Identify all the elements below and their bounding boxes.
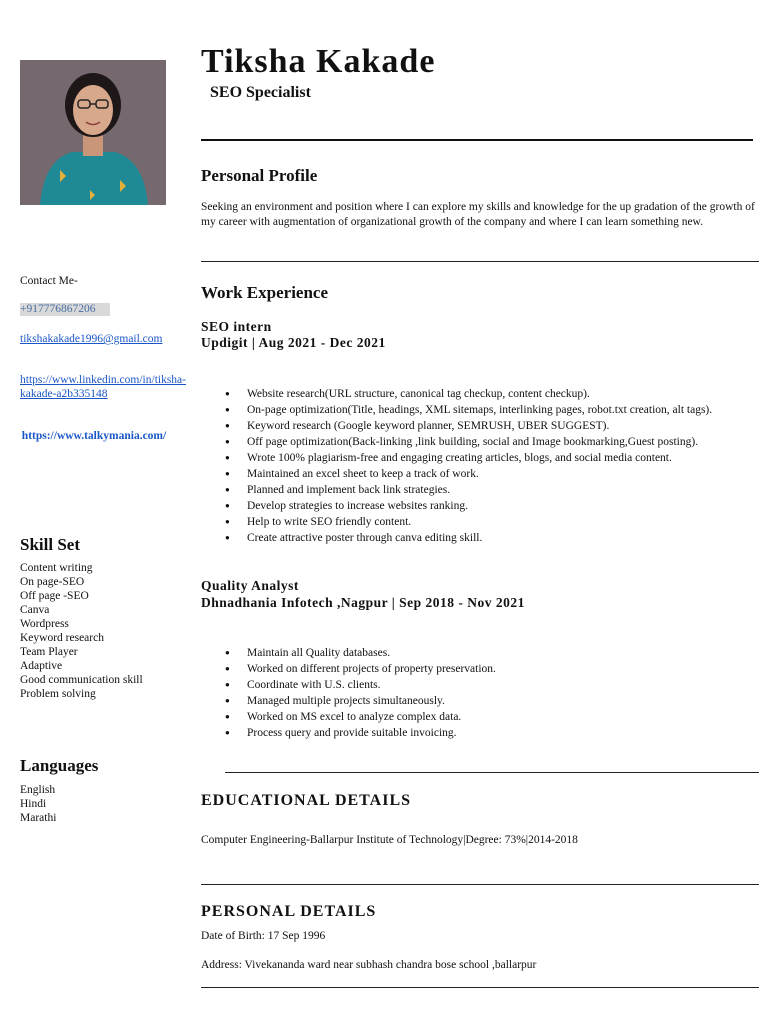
education-line: Computer Engineering-Ballarpur Institute of Technology|Degree: 73%|2014-2018: [201, 834, 578, 846]
skill-item: Good communication skill: [20, 674, 143, 686]
phone-number[interactable]: +917776867206: [20, 303, 110, 316]
address: Address: Vivekananda ward near subhash chandra bose school ,ballarpur: [201, 959, 537, 971]
list-item: ● Off page optimization(Back-linking ,link building, social and Image bookmarking,Guest posting).: [225, 434, 765, 450]
job-role: Quality Analyst: [201, 578, 299, 593]
list-item: ● Planned and implement back link strategies.: [225, 482, 765, 498]
job-company: Updigit | Aug 2021 - Dec 2021: [201, 335, 386, 350]
candidate-name: Tiksha Kakade: [201, 43, 436, 80]
website-link[interactable]: https://www.talkymania.com/: [21, 430, 167, 442]
list-item: ● Worked on different projects of property preservation.: [225, 661, 765, 677]
linkedin-link[interactable]: https://www.linkedin.com/in/tiksha-kakade-a2b335148: [20, 374, 186, 400]
skill-item: Adaptive: [20, 660, 63, 672]
list-item: ● Worked on MS excel to analyze complex data.: [225, 709, 765, 725]
profile-text: Seeking an environment and position where I can explore my skills and knowledge for the up gradation of the growth of my career with augmentation of organizational growth of the company and where I can learn something new.: [201, 201, 755, 228]
list-item: ● Create attractive poster through canva editing skill.: [225, 530, 765, 546]
languages-list: [20, 783, 56, 825]
skill-item: Team Player: [20, 646, 78, 658]
skill-item: Content writing: [20, 562, 93, 574]
job-bullets: [225, 645, 765, 741]
job-company: Dhnadhania Infotech ,Nagpur | Sep 2018 - Nov 2021: [201, 595, 525, 610]
list-item: ● Coordinate with U.S. clients.: [225, 677, 765, 693]
profile-photo-image: [20, 60, 166, 205]
personal-heading: PERSONAL DETAILS: [201, 903, 377, 920]
skill-item: Canva: [20, 604, 50, 616]
work-divider: [225, 772, 759, 773]
list-item: ● Maintained an excel sheet to keep a track of work.: [225, 466, 765, 482]
profile-heading: Personal Profile: [201, 166, 318, 185]
profile-photo: [20, 60, 166, 205]
skill-item: Keyword research: [20, 632, 104, 644]
skills-list: [20, 561, 143, 701]
skill-item: Off page -SEO: [20, 590, 89, 602]
skill-item: On page-SEO: [20, 576, 85, 588]
skill-item: Problem solving: [20, 688, 96, 700]
languages-heading: Languages: [20, 756, 99, 775]
language-item: Marathi: [20, 812, 57, 824]
candidate-role: SEO Specialist: [210, 84, 311, 101]
list-item: ● Managed multiple projects simultaneously.: [225, 693, 765, 709]
job-bullets: [225, 386, 765, 546]
contact-label: Contact Me-: [20, 275, 78, 287]
work-heading: Work Experience: [201, 283, 329, 302]
education-heading: EDUCATIONAL DETAILS: [201, 792, 412, 809]
header-divider: [201, 139, 753, 141]
language-item: English: [20, 784, 56, 796]
job-role: SEO intern: [201, 319, 272, 334]
skill-item: Wordpress: [20, 618, 69, 630]
list-item: ● Develop strategies to increase websites ranking.: [225, 498, 765, 514]
list-item: ● Help to write SEO friendly content.: [225, 514, 765, 530]
profile-divider: [201, 261, 759, 262]
list-item: ● On-page optimization(Title, headings, XML sitemaps, interlinking pages, robot.txt creation, alt tags).: [225, 402, 765, 418]
education-divider: [201, 884, 759, 885]
language-item: Hindi: [20, 798, 47, 810]
list-item: ● Wrote 100% plagiarism-free and engaging creating articles, blogs, and social media content.: [225, 450, 765, 466]
skills-heading: Skill Set: [20, 535, 80, 554]
list-item: ● Process query and provide suitable invoicing.: [225, 725, 765, 741]
personal-divider: [201, 987, 759, 988]
email-link[interactable]: tikshakakade1996@gmail.com: [20, 333, 163, 345]
list-item: ● Maintain all Quality databases.: [225, 645, 765, 661]
list-item: ● Website research(URL structure, canonical tag checkup, content checkup).: [225, 386, 765, 402]
list-item: ● Keyword research (Google keyword planner, SEMRUSH, UBER SUGGEST).: [225, 418, 765, 434]
date-of-birth: Date of Birth: 17 Sep 1996: [201, 930, 326, 942]
